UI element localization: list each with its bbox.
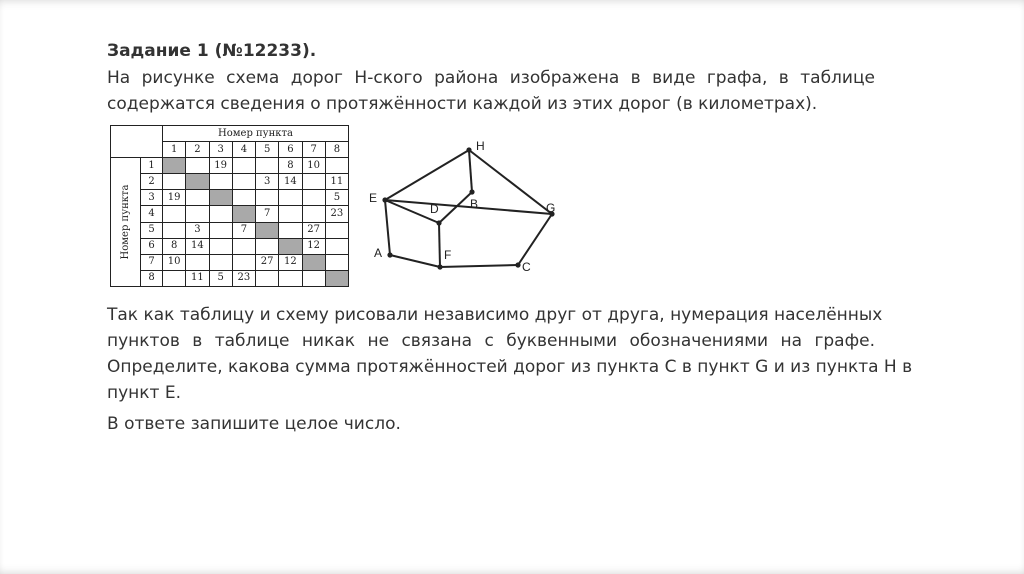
row-index: 7 bbox=[141, 254, 163, 270]
table-cell: 23 bbox=[232, 270, 255, 286]
table-cell: 8 bbox=[279, 158, 302, 174]
table-cell bbox=[186, 254, 209, 270]
edge-E-G bbox=[385, 200, 552, 214]
question-line-1: Так как таблицу и схему рисовали независимо друг от друга, нумерация населённых bbox=[107, 305, 883, 325]
table-cell: 27 bbox=[302, 222, 325, 238]
table-cell bbox=[302, 190, 325, 206]
table-header-row bbox=[111, 126, 349, 142]
node-H bbox=[466, 147, 471, 152]
table-cell bbox=[279, 222, 302, 238]
graph-nodes bbox=[382, 147, 554, 269]
node-F bbox=[437, 264, 442, 269]
edge-F-C bbox=[440, 265, 518, 267]
intro-line-1: На рисунке схема дорог Н-ского района изображена в виде графа, в таблице bbox=[107, 68, 875, 88]
table-cell bbox=[186, 190, 209, 206]
question-line-2: пунктов в таблице никак не связана с буквенными обозначениями на графе. bbox=[107, 331, 875, 351]
row-index: 4 bbox=[141, 206, 163, 222]
row-index: 6 bbox=[141, 238, 163, 254]
node-D bbox=[436, 220, 441, 225]
table-cell bbox=[163, 174, 186, 190]
table-cell bbox=[279, 190, 302, 206]
label-C: C bbox=[522, 260, 531, 274]
table-row bbox=[111, 254, 349, 270]
col-index: 2 bbox=[186, 142, 209, 158]
table-cell: 14 bbox=[279, 174, 302, 190]
label-F: F bbox=[444, 248, 452, 262]
label-G: G bbox=[546, 201, 556, 215]
table-cell bbox=[209, 254, 232, 270]
table-cell bbox=[232, 238, 255, 254]
table-cell: 11 bbox=[186, 270, 209, 286]
table-row bbox=[111, 190, 349, 206]
table-cell: 5 bbox=[209, 270, 232, 286]
table-cell bbox=[232, 158, 255, 174]
label-B: B bbox=[470, 197, 479, 211]
table-cell bbox=[325, 254, 348, 270]
table-row bbox=[111, 174, 349, 190]
question-paragraph bbox=[107, 302, 913, 406]
table-cell bbox=[232, 190, 255, 206]
table-cell bbox=[232, 254, 255, 270]
edge-E-A bbox=[385, 200, 390, 255]
distance-table bbox=[110, 125, 349, 287]
table-cell-diagonal bbox=[256, 222, 279, 238]
table-cell bbox=[256, 238, 279, 254]
table-cell bbox=[163, 222, 186, 238]
label-H: H bbox=[476, 139, 485, 153]
node-E bbox=[382, 197, 387, 202]
table-cell bbox=[256, 190, 279, 206]
table-cell bbox=[232, 174, 255, 190]
table-cell: 19 bbox=[163, 190, 186, 206]
table-cell: 10 bbox=[302, 158, 325, 174]
col-index: 3 bbox=[209, 142, 232, 158]
row-header-text: Номер пункта bbox=[119, 184, 131, 260]
row-header bbox=[111, 158, 141, 287]
table-row bbox=[111, 222, 349, 238]
table-cell bbox=[302, 270, 325, 286]
graph-edges bbox=[385, 150, 552, 267]
table-cell: 11 bbox=[325, 174, 348, 190]
table-cell-diagonal bbox=[163, 158, 186, 174]
edge-D-F bbox=[439, 223, 440, 267]
table-cell bbox=[325, 158, 348, 174]
table-cell bbox=[279, 270, 302, 286]
table-cell: 19 bbox=[209, 158, 232, 174]
table-cell: 12 bbox=[302, 238, 325, 254]
table-cell-diagonal bbox=[232, 206, 255, 222]
table-cell bbox=[163, 270, 186, 286]
col-index: 6 bbox=[279, 142, 302, 158]
table-cell bbox=[209, 238, 232, 254]
table-cell bbox=[279, 206, 302, 222]
table-cell bbox=[186, 158, 209, 174]
table-cell bbox=[209, 206, 232, 222]
row-index: 3 bbox=[141, 190, 163, 206]
table-cell: 27 bbox=[256, 254, 279, 270]
table-cell: 7 bbox=[256, 206, 279, 222]
row-index: 2 bbox=[141, 174, 163, 190]
table-row bbox=[111, 238, 349, 254]
row-index: 1 bbox=[141, 158, 163, 174]
question-line-4: пункт E. bbox=[107, 383, 182, 403]
table-row bbox=[111, 158, 349, 174]
table-row bbox=[111, 206, 349, 222]
table-cell bbox=[256, 270, 279, 286]
table-cell: 10 bbox=[163, 254, 186, 270]
table-cell bbox=[209, 174, 232, 190]
task-title: Задание 1 (№12233). bbox=[107, 41, 317, 61]
edge-E-H bbox=[385, 150, 469, 200]
row-index: 8 bbox=[141, 270, 163, 286]
node-B bbox=[469, 189, 474, 194]
col-index: 7 bbox=[302, 142, 325, 158]
table-cell: 5 bbox=[325, 190, 348, 206]
label-A: A bbox=[374, 246, 383, 260]
col-index: 8 bbox=[325, 142, 348, 158]
edge-H-G bbox=[469, 150, 552, 214]
node-C bbox=[515, 262, 520, 267]
table-cell bbox=[325, 222, 348, 238]
table-cell bbox=[302, 174, 325, 190]
node-A bbox=[387, 252, 392, 257]
table-cell: 23 bbox=[325, 206, 348, 222]
table-corner bbox=[111, 126, 163, 158]
table-cell bbox=[186, 206, 209, 222]
edge-H-B bbox=[469, 150, 472, 192]
table-row bbox=[111, 270, 349, 286]
table-cell bbox=[256, 158, 279, 174]
table-cell-diagonal bbox=[279, 238, 302, 254]
edge-A-F bbox=[390, 255, 440, 267]
road-graph bbox=[360, 128, 600, 288]
table-cell: 8 bbox=[163, 238, 186, 254]
label-E: E bbox=[369, 191, 378, 205]
col-index: 5 bbox=[256, 142, 279, 158]
question-line-3: Определите, какова сумма протяжённостей дорог из пункта C в пункт G и из пункта H в bbox=[107, 357, 913, 377]
table-cell bbox=[209, 222, 232, 238]
table-cell-diagonal bbox=[325, 270, 348, 286]
table-cell-diagonal bbox=[302, 254, 325, 270]
intro-paragraph bbox=[107, 65, 875, 117]
row-index: 5 bbox=[141, 222, 163, 238]
table-cell bbox=[302, 206, 325, 222]
edge-C-G bbox=[518, 214, 552, 265]
table-cell: 14 bbox=[186, 238, 209, 254]
col-index: 1 bbox=[163, 142, 186, 158]
table-cell bbox=[163, 206, 186, 222]
answer-instruction: В ответе запишите целое число. bbox=[107, 414, 401, 434]
table-cell-diagonal bbox=[186, 174, 209, 190]
intro-line-2: содержатся сведения о протяжённости каждой из этих дорог (в километрах). bbox=[107, 94, 818, 114]
table-cell bbox=[325, 238, 348, 254]
table-cell-diagonal bbox=[209, 190, 232, 206]
label-D: D bbox=[430, 202, 439, 216]
table-cell: 12 bbox=[279, 254, 302, 270]
col-index: 4 bbox=[232, 142, 255, 158]
table-cell: 3 bbox=[256, 174, 279, 190]
table-cell: 7 bbox=[232, 222, 255, 238]
col-header: Номер пункта bbox=[163, 126, 349, 142]
table-cell: 3 bbox=[186, 222, 209, 238]
